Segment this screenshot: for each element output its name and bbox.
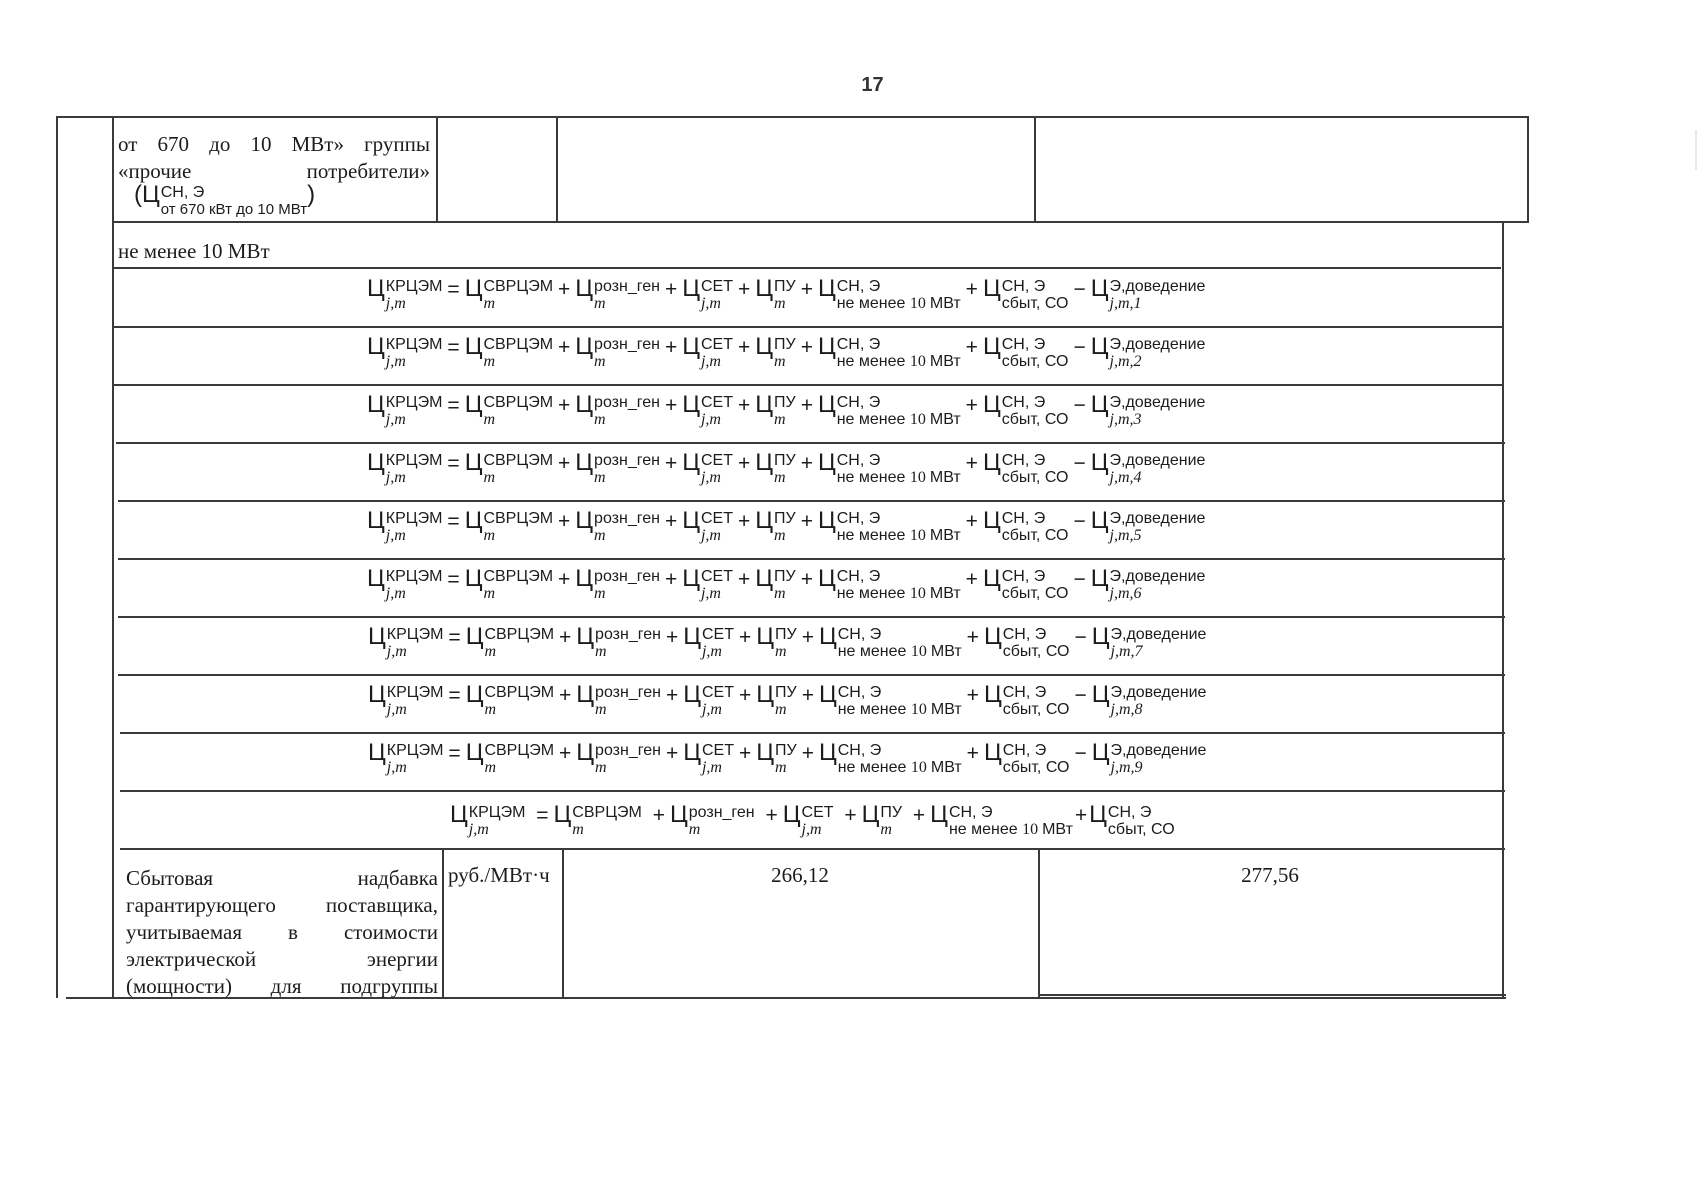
formula-index: 6 [1133, 584, 1142, 602]
formula-row: Ц КРЦЭМ j,m = Ц СВРЦЭМ m + Ц розн_ген m + Ц СЕТ j,m + Ц ПУ m + Ц СН, Э не менее 10 МВт + Ц СН, Э сбыт, СО − Ц Э,доведение j,m,9 [368, 739, 1207, 776]
formula-index: 2 [1133, 352, 1142, 370]
formula-row: Ц КРЦЭМ j,m = Ц СВРЦЭМ m + Ц розн_ген m + Ц СЕТ j,m + Ц ПУ m + Ц СН, Э не менее 10 МВт + Ц СН, Э сбыт, СО − Ц Э,доведение j,m,3 [367, 391, 1206, 428]
table-border-right [1527, 116, 1529, 222]
formula-index: 7 [1134, 642, 1143, 660]
top-group-formula: (Ц СН, Э от 670 кВт до 10 МВт ) [134, 181, 316, 218]
section-heading: не менее 10 МВт [118, 239, 270, 263]
row-divider [118, 616, 1505, 618]
row-divider [116, 442, 1505, 444]
table-border-right [1502, 221, 1504, 997]
table-border-left [56, 116, 58, 998]
row-divider [118, 500, 1505, 502]
row-divider [1040, 994, 1506, 996]
formula-row: Ц КРЦЭМ j,m = Ц СВРЦЭМ m + Ц розн_ген m + Ц СЕТ j,m + Ц ПУ m + Ц СН, Э не менее 10 МВт + Ц СН, Э сбыт, СО − Ц Э,доведение j,m,4 [367, 449, 1206, 486]
formula-index: 5 [1133, 526, 1142, 544]
top-group-label: от 670 до 10 МВт» группы «прочие потребители» [118, 132, 430, 183]
formula-row: Ц КРЦЭМ j,m = Ц СВРЦЭМ m + Ц розн_ген m + Ц СЕТ j,m + Ц ПУ m + Ц СН, Э не менее 10 МВт + Ц СН, Э сбыт, СО − Ц Э,доведение j,m,8 [368, 681, 1207, 718]
formula-index: 4 [1133, 468, 1142, 486]
bottom-row-value-1: 266,12 [771, 863, 829, 887]
column-divider [436, 116, 438, 222]
row-divider [120, 848, 1505, 850]
row-divider [112, 326, 1503, 328]
table-border-top [56, 116, 1529, 118]
row-divider [120, 790, 1505, 792]
formula-row: Ц КРЦЭМ j,m = Ц СВРЦЭМ m + Ц розн_ген m + Ц СЕТ j,m + Ц ПУ m + Ц СН, Э не менее 10 МВт + Ц СН, Э сбыт, СО − Ц Э,доведение j,m,7 [368, 623, 1207, 660]
bottom-row-unit: руб./МВт·ч [448, 863, 550, 887]
formula-row: Ц КРЦЭМ j,m = Ц СВРЦЭМ m + Ц розн_ген m + Ц СЕТ j,m + Ц ПУ m + Ц СН, Э не менее 10 МВт + Ц СН, Э сбыт, СО − Ц Э,доведение j,m,5 [367, 507, 1206, 544]
formula-index: 3 [1133, 410, 1142, 428]
bottom-row-value-2: 277,56 [1241, 863, 1299, 887]
page-number: 17 [861, 74, 884, 96]
formula-row: Ц КРЦЭМ j,m = Ц СВРЦЭМ m + Ц розн_ген m + Ц СЕТ j,m + Ц ПУ m + Ц СН, Э не менее 10 МВт + Ц СН, Э сбыт, СО − Ц Э,доведение j,m,1 [367, 275, 1206, 312]
formula-index: 1 [1133, 294, 1142, 312]
column-divider [1034, 116, 1036, 222]
column-divider [556, 116, 558, 222]
row-divider [118, 674, 1505, 676]
bottom-row-label: Сбытовая надбавка гарантирующего поставщика, учитываемая в стоимости электрической энергии (мощности) для подгруппы [126, 866, 438, 998]
row-divider [118, 558, 1505, 560]
formula-index: 8 [1134, 700, 1143, 718]
row-divider [114, 384, 1504, 386]
column-divider [112, 116, 114, 998]
row-divider [112, 221, 1529, 223]
row-divider [120, 732, 1505, 734]
formula-final: Ц КРЦЭМ j,m = Ц СВРЦЭМ m + Ц розн_ген m + Ц СЕТ j,m + Ц ПУ m + Ц СН, Э не менее 10 МВт +Ц СН, Э сбыт, СО [450, 801, 1175, 838]
formula-index: 9 [1134, 758, 1143, 776]
formula-row: Ц КРЦЭМ j,m = Ц СВРЦЭМ m + Ц розн_ген m + Ц СЕТ j,m + Ц ПУ m + Ц СН, Э не менее 10 МВт + Ц СН, Э сбыт, СО − Ц Э,доведение j,m,6 [367, 565, 1206, 602]
formula-row: Ц КРЦЭМ j,m = Ц СВРЦЭМ m + Ц розн_ген m + Ц СЕТ j,m + Ц ПУ m + Ц СН, Э не менее 10 МВт + Ц СН, Э сбыт, СО − Ц Э,доведение j,m,2 [367, 333, 1206, 370]
column-divider [442, 848, 444, 997]
row-divider [112, 267, 1501, 269]
